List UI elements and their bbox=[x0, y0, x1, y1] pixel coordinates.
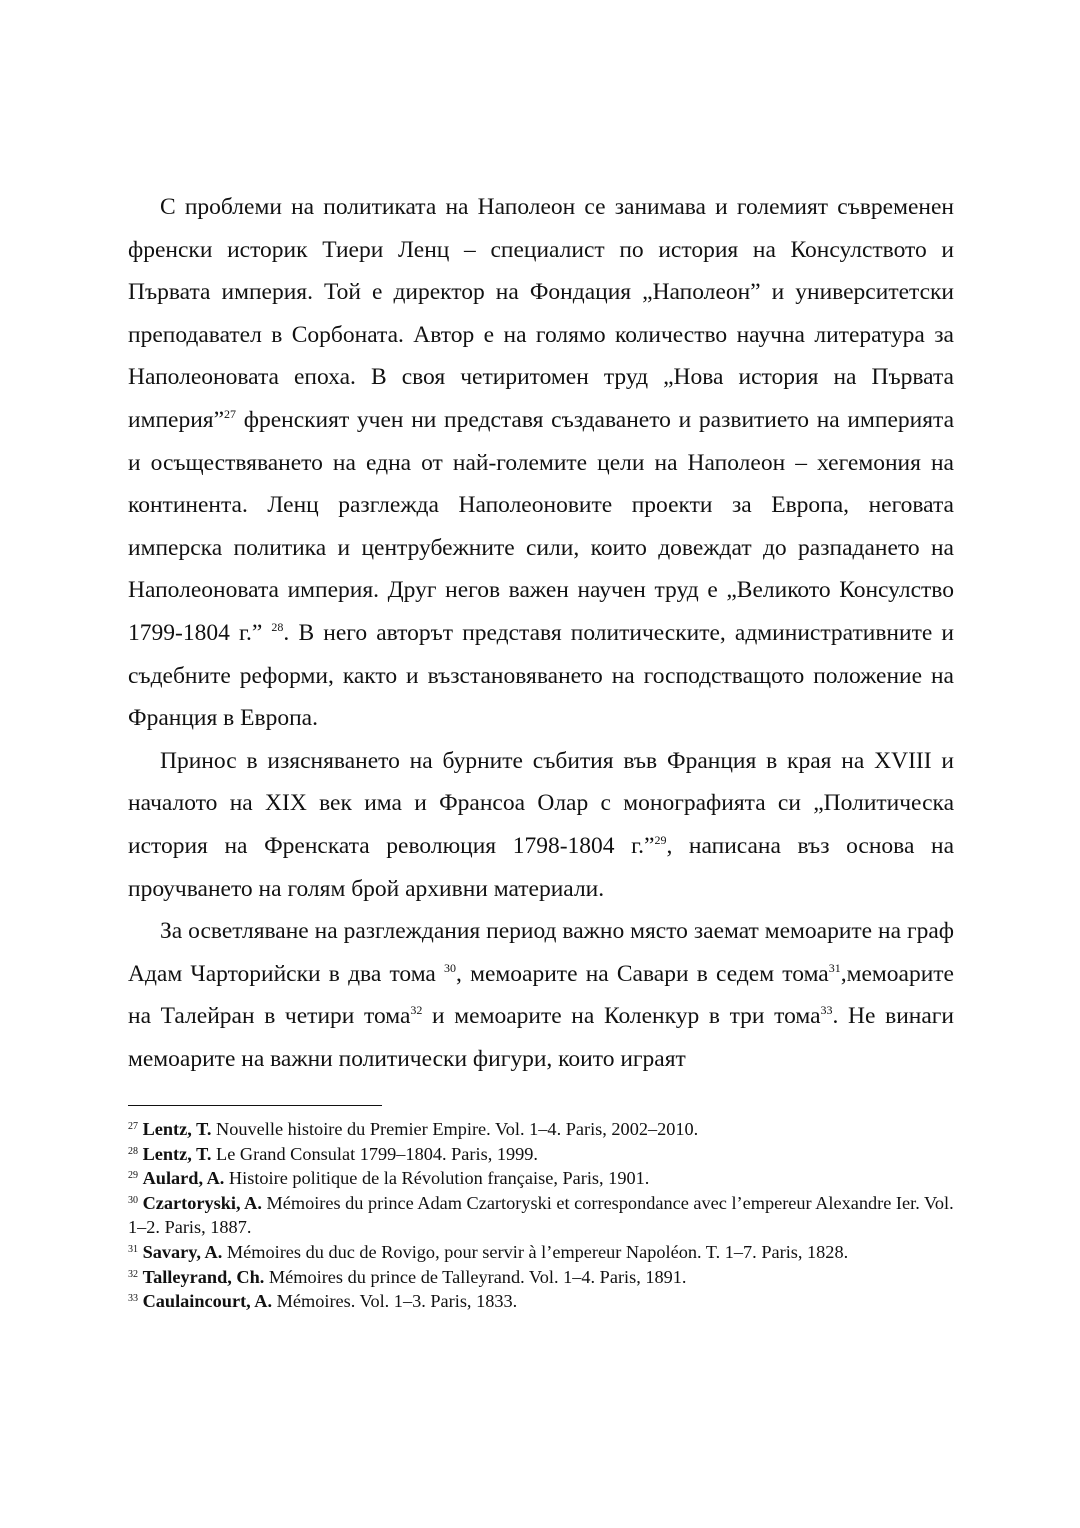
footnote-author: Savary, A. bbox=[142, 1241, 223, 1262]
footnote-author: Lentz, T. bbox=[142, 1143, 212, 1164]
footnote-text: Mémoires du duc de Rovigo, pour servir à l’empereur Napoléon. T. 1–7. Paris, 1828. bbox=[222, 1241, 849, 1262]
footnote-text: Mémoires. Vol. 1–3. Paris, 1833. bbox=[272, 1291, 518, 1312]
footnote-ref[interactable]: 30 bbox=[444, 960, 457, 975]
footnote-author: Aulard, A. bbox=[142, 1168, 225, 1189]
footnote-number: 28 bbox=[128, 1145, 138, 1157]
footnote-author: Czartoryski, A. bbox=[142, 1192, 262, 1213]
paragraph-text: и мемоарите на Коленкур в три тома bbox=[422, 1003, 821, 1030]
paragraph-text: , написана въз основа на проучването на голям брой архивни материали. bbox=[128, 832, 954, 902]
paragraph-text: . В него авторът представя политическите, административните и съдебните реформи, както и възстановяването на господстващото положение на Франция в Европа. bbox=[128, 619, 954, 732]
footnote-number: 33 bbox=[128, 1293, 138, 1305]
footnote-text: Mémoires du prince de Talleyrand. Vol. 1–4. Paris, 1891. bbox=[264, 1266, 687, 1287]
footnote bbox=[128, 1289, 954, 1314]
footnote-number: 30 bbox=[128, 1194, 138, 1206]
footnote bbox=[128, 1191, 954, 1240]
footnote-number: 32 bbox=[128, 1268, 138, 1280]
footnote-ref[interactable]: 31 bbox=[828, 960, 841, 975]
footnote-ref[interactable]: 27 bbox=[224, 406, 237, 421]
footnote-author: Caulaincourt, A. bbox=[142, 1291, 273, 1312]
paragraph-text: Принос в изясняването на бурните събития във Франция в края на XVIII и началото на XIX век има и Франсоа Олар с монографията си „Политическа история на Френската революция 1798-1804 г.” bbox=[128, 747, 954, 859]
footnote bbox=[128, 1240, 954, 1265]
footnote-separator bbox=[128, 1105, 382, 1106]
paragraph-text: За осветляване на разглеждания период важно място заемат мемоарите на граф Адам Чарторийски в два тома bbox=[128, 918, 954, 987]
paragraph bbox=[128, 740, 954, 910]
paragraph-text: френският учен ни представя създаването и развитието на империята и осъществяването на една от най-големите цели на Наполеон – хегемония на континента. Ленц разглежда Наполеоновите проекти за Европа, неговата имперска политика и центрубежните сили, които довеждат до разпадането на Наполеоновата империя. Друг негов важен научен труд е „Великото Консулство 1799-1804 г.” bbox=[128, 406, 954, 646]
footnote-ref[interactable]: 33 bbox=[820, 1003, 833, 1018]
footnote bbox=[128, 1265, 954, 1290]
paragraph-text: С проблеми на политиката на Наполеон се занимава и големият съвременен френски историк Тиери Ленц – специалист по история на Консулството и Първата империя. Той е директор на Фондация „Наполеон” и университетски преподавател в Сорбоната. Автор е на голямо количество научна литература за Наполеоновата епоха. В своя четиритомен труд „Нова история на Първата империя” bbox=[128, 194, 954, 433]
footnote-number: 27 bbox=[128, 1121, 138, 1132]
footnote-ref[interactable]: 32 bbox=[410, 1003, 423, 1018]
footnote-number: 31 bbox=[128, 1243, 138, 1255]
paragraph-text: ,мемоарите на Талейран в четири тома bbox=[128, 960, 954, 1030]
footnote bbox=[128, 1142, 954, 1167]
footnote-text: Mémoires du prince Adam Czartoryski et correspondance avec l’empereur Alexandre Ier. Vol. 1–2. Paris, 1887. bbox=[128, 1192, 954, 1238]
footnote-text: Histoire politique de la Révolution française, Paris, 1901. bbox=[224, 1168, 650, 1189]
footnote-author: Talleyrand, Ch. bbox=[142, 1266, 265, 1287]
body-text bbox=[128, 186, 954, 1080]
paragraph-text: . Не винаги мемоарите на важни политически фигури, които играят bbox=[128, 1003, 954, 1072]
paragraph-text: , мемоарите на Савари в седем тома bbox=[456, 960, 829, 987]
footnote-text: Le Grand Consulat 1799–1804. Paris, 1999. bbox=[211, 1143, 538, 1164]
footnotes bbox=[128, 1117, 954, 1314]
footnote-ref[interactable]: 28 bbox=[271, 619, 284, 634]
footnote-ref[interactable]: 29 bbox=[654, 832, 667, 847]
paragraph bbox=[128, 186, 954, 740]
paragraph bbox=[128, 910, 954, 1080]
footnote-text: Nouvelle histoire du Premier Empire. Vol. 1–4. Paris, 2002–2010. bbox=[211, 1119, 699, 1139]
footnote bbox=[128, 1117, 954, 1142]
footnote bbox=[128, 1166, 954, 1191]
footnote-author: Lentz, T. bbox=[142, 1119, 212, 1139]
footnote-number: 29 bbox=[128, 1170, 138, 1182]
